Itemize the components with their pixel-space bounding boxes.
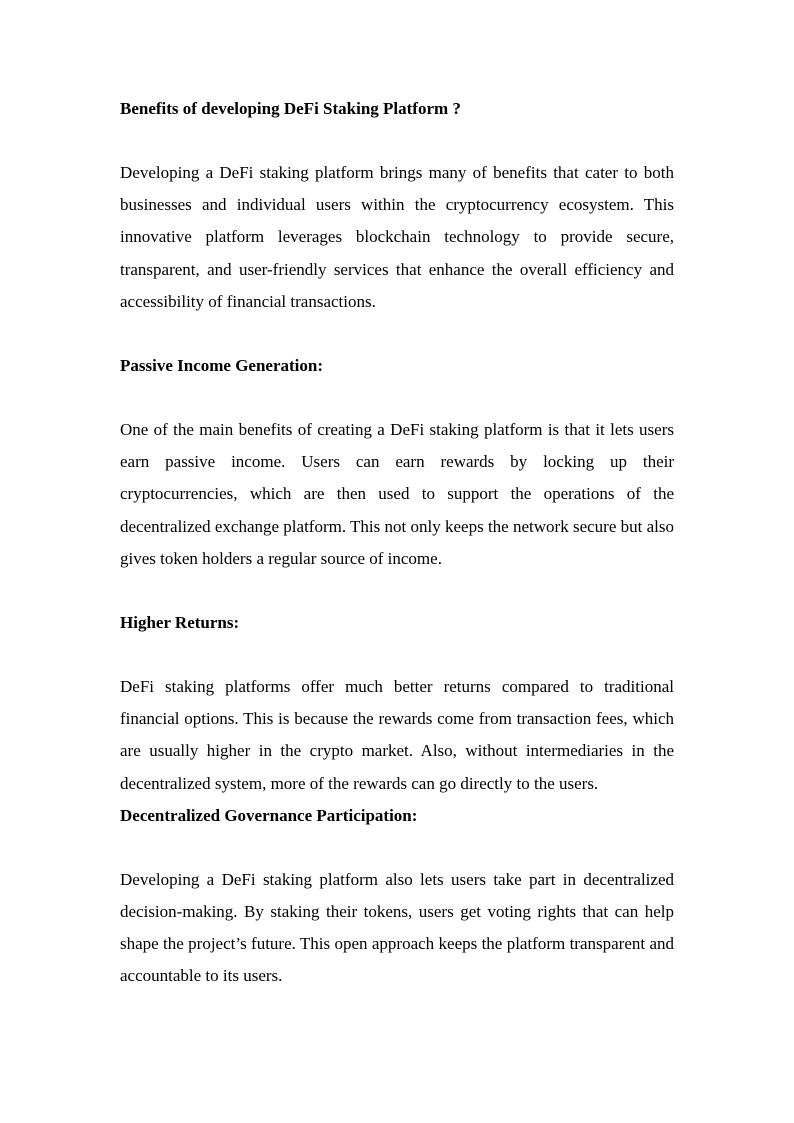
spacer xyxy=(120,832,674,864)
document-page xyxy=(120,93,674,993)
section-heading-governance: Decentralized Governance Participation: xyxy=(120,805,418,825)
spacer xyxy=(120,639,674,671)
section-body-passive-income: One of the main benefits of creating a DeFi staking platform is that it lets users earn passive income. Users can earn rewards by locking up their cryptocurrencies, which are then used to support the operations of the decentralized exchange platform. This not only keeps the network secure but also gives token holders a regular source of income. xyxy=(120,420,674,568)
section-heading-passive-income: Passive Income Generation: xyxy=(120,356,324,376)
spacer xyxy=(120,382,674,414)
document-title: Benefits of developing DeFi Staking Platform ? xyxy=(120,99,461,118)
spacer xyxy=(120,575,674,607)
section-heading-higher-returns: Higher Returns: xyxy=(120,613,240,633)
section-body-governance: Developing a DeFi staking platform also lets users take part in decentralized decision-making. By staking their tokens, users get voting rights that can help shape the project’s future. This open approach keeps the platform transparent and accountable to its users. xyxy=(120,869,674,986)
spacer xyxy=(120,125,674,157)
intro-paragraph: Developing a DeFi staking platform brings many of benefits that cater to both businesses and individual users within the cryptocurrency ecosystem. This innovative platform leverages blockchain technology to provide secure, transparent, and user-friendly services that enhance the overall efficiency and accessibility of financial transactions. xyxy=(120,163,674,311)
section-body-higher-returns: DeFi staking platforms offer much better returns compared to traditional financial options. This is because the rewards come from transaction fees, which are usually higher in the crypto market. Also, without intermediaries in the decentralized system, more of the rewards can go directly to the users. xyxy=(120,677,674,793)
spacer xyxy=(120,318,674,350)
